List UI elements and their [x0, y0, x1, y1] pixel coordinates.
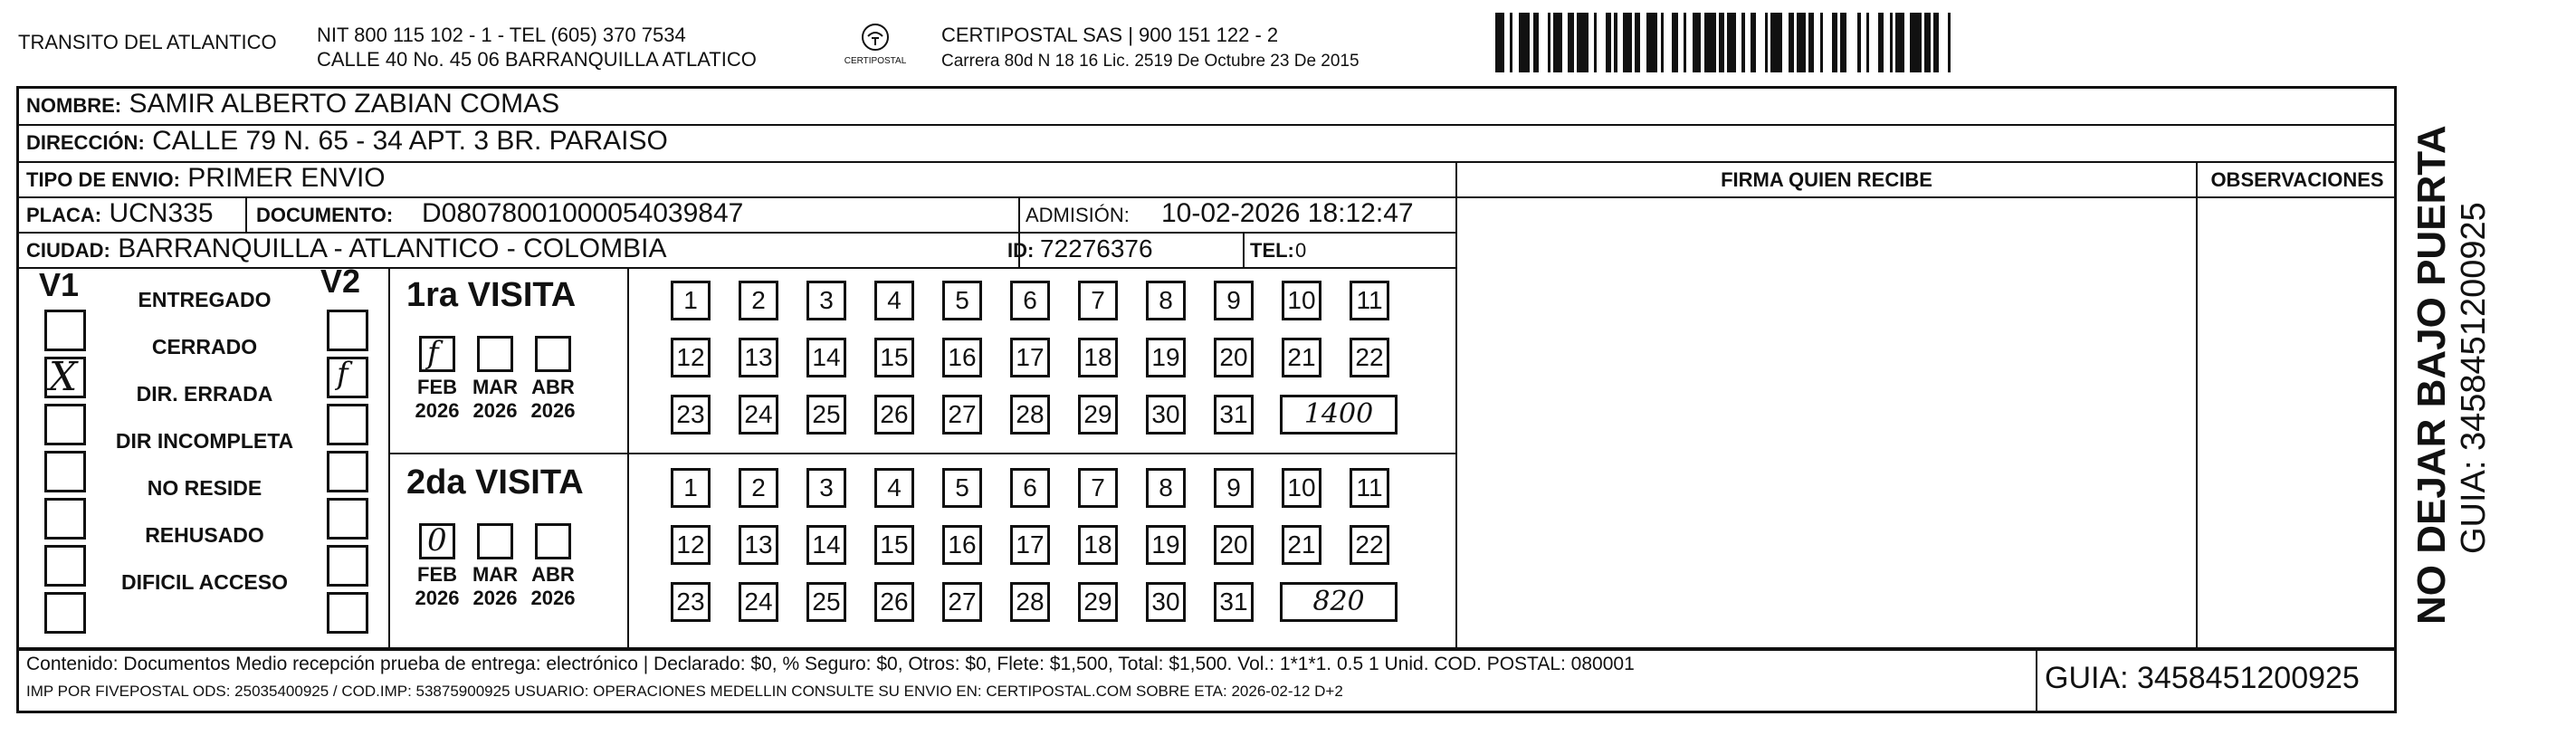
month-checkbox[interactable]	[535, 336, 571, 372]
day-box[interactable]: 24	[739, 395, 778, 435]
nit-line: NIT 800 115 102 - 1 - TEL (605) 370 7534	[317, 24, 686, 46]
day-box[interactable]: 12	[671, 338, 711, 377]
barcode-gap	[1823, 13, 1832, 72]
tel-value: 0	[1295, 239, 1307, 262]
day-box[interactable]: 23	[671, 395, 711, 435]
day-box[interactable]: 20	[1214, 338, 1254, 377]
month-year: 2026	[472, 399, 518, 422]
day-box[interactable]: 17	[1010, 338, 1050, 377]
barcode-gap	[1951, 13, 1956, 72]
day-box[interactable]: 26	[874, 582, 914, 622]
day-box[interactable]: 29	[1078, 395, 1118, 435]
status-label: REHUSADO	[145, 523, 264, 547]
day-box[interactable]: 20	[1214, 525, 1254, 565]
day-box[interactable]: 30	[1146, 395, 1186, 435]
day-box[interactable]: 24	[739, 582, 778, 622]
carrier-line: CERTIPOSTAL SAS | 900 151 122 - 2	[941, 24, 1279, 46]
barcode-bar	[1770, 13, 1782, 72]
v2-checkbox[interactable]	[327, 404, 368, 445]
day-box[interactable]: 8	[1146, 468, 1186, 508]
month-checkbox[interactable]	[419, 336, 455, 372]
v1-checkbox[interactable]	[44, 354, 86, 400]
day-box[interactable]: 16	[942, 338, 982, 377]
month-name: ABR	[531, 563, 575, 586]
day-box[interactable]: 2	[739, 281, 778, 320]
day-box[interactable]: 25	[806, 582, 846, 622]
day-box[interactable]: 15	[874, 525, 914, 565]
barcode-bar	[1577, 13, 1589, 72]
v1-checkbox[interactable]	[44, 498, 86, 540]
footer-guia: GUIA: 3458451200925	[2045, 661, 2360, 695]
side-warning: NO DEJAR BAJO PUERTA	[2409, 125, 2454, 625]
row-placa	[19, 198, 1455, 234]
day-box[interactable]: 7	[1078, 281, 1118, 320]
day-box[interactable]: 1	[671, 281, 711, 320]
month-label	[526, 563, 580, 610]
day-box[interactable]: 23	[671, 582, 711, 622]
visit-time[interactable]: 820	[1280, 582, 1398, 622]
status-label: DIFICIL ACCESO	[120, 570, 288, 594]
day-box[interactable]: 10	[1282, 468, 1321, 508]
handwritten-mark: f	[427, 335, 439, 371]
day-box[interactable]: 30	[1146, 582, 1186, 622]
v1-header: V1	[39, 266, 80, 303]
handwritten-mark: 0	[427, 522, 447, 559]
row-ciudad	[19, 234, 1455, 269]
direccion-label: DIRECCIÓN:	[26, 131, 145, 154]
tipo-label: TIPO DE ENVIO:	[26, 168, 180, 191]
logo-text: CERTIPOSTAL	[844, 56, 907, 66]
barcode-bar	[1553, 13, 1562, 72]
status-label: DIR INCOMPLETA	[115, 429, 294, 453]
barcode-gap	[1939, 13, 1948, 72]
day-box[interactable]: 14	[806, 525, 846, 565]
handwritten-mark: f	[337, 356, 348, 392]
day-box[interactable]: 19	[1146, 525, 1186, 565]
barcode-bar	[1727, 13, 1736, 72]
id-label: ID:	[1007, 239, 1035, 262]
day-box[interactable]: 6	[1010, 468, 1050, 508]
visit-time[interactable]: 1400	[1280, 395, 1398, 435]
day-box[interactable]: 5	[942, 468, 982, 508]
handwritten-mark: X	[49, 354, 78, 400]
certipostal-logo	[825, 22, 925, 66]
day-box[interactable]: 2	[739, 468, 778, 508]
month-name: ABR	[531, 376, 575, 398]
day-box[interactable]: 27	[942, 582, 982, 622]
month-name: FEB	[417, 376, 457, 398]
day-box[interactable]: 28	[1010, 395, 1050, 435]
barcode-bar	[1797, 13, 1806, 72]
day-box[interactable]: 12	[671, 525, 711, 565]
status-label: NO RESIDE	[147, 476, 262, 500]
day-box[interactable]: 13	[739, 338, 778, 377]
side-guia: GUIA: 3458451200925	[2455, 202, 2493, 554]
day-box[interactable]: 21	[1282, 525, 1321, 565]
day-box[interactable]: 7	[1078, 468, 1118, 508]
day-box[interactable]: 31	[1214, 582, 1254, 622]
delivery-form	[16, 86, 2397, 650]
day-box[interactable]: 29	[1078, 582, 1118, 622]
ciudad-value: BARRANQUILLA - ATLANTICO - COLOMBIA	[118, 234, 667, 263]
barcode-bar	[1704, 13, 1716, 72]
carrier-address: Carrera 80d N 18 16 Lic. 2519 De Octubre 23 De 2015	[941, 52, 1360, 71]
row-nombre	[19, 89, 2394, 126]
day-box[interactable]: 26	[874, 395, 914, 435]
observations-header: OBSERVACIONES	[2210, 168, 2384, 191]
barcode-bar	[1910, 13, 1922, 72]
signature-header: FIRMA QUIEN RECIBE	[1721, 168, 1932, 191]
ciudad-label: CIUDAD:	[26, 239, 110, 262]
barcode-bar	[1693, 13, 1702, 72]
barcode-gap	[1664, 13, 1673, 72]
footer-imp: IMP POR FIVEPOSTAL ODS: 25035400925 / COD.IMP: 53875900925 USUARIO: OPERACIONES MEDELLIN CONSULTE SU ENVIO EN: CERTIPOSTAL.COM SOBRE ETA: 2026-02-12 D+2	[26, 683, 1343, 700]
placa-label: PLACA:	[26, 204, 102, 226]
day-box[interactable]: 13	[739, 525, 778, 565]
v1-checkbox[interactable]	[44, 310, 86, 351]
day-box[interactable]: 22	[1350, 338, 1389, 377]
visit-title: 1ra VISITA	[406, 276, 577, 314]
day-box[interactable]: 18	[1078, 338, 1118, 377]
day-box[interactable]: 17	[1010, 525, 1050, 565]
day-box[interactable]: 28	[1010, 582, 1050, 622]
month-name: MAR	[472, 376, 519, 398]
day-box[interactable]: 27	[942, 395, 982, 435]
month-checkbox[interactable]	[419, 523, 455, 559]
month-year: 2026	[472, 587, 518, 609]
day-box[interactable]: 9	[1214, 468, 1254, 508]
day-box[interactable]: 9	[1214, 281, 1254, 320]
day-box[interactable]: 31	[1214, 395, 1254, 435]
day-box[interactable]: 14	[806, 338, 846, 377]
month-year: 2026	[415, 399, 460, 422]
barcode-gap	[1597, 13, 1606, 72]
day-box[interactable]: 18	[1078, 525, 1118, 565]
id-value: 72276376	[1040, 234, 1153, 263]
day-box[interactable]: 10	[1282, 281, 1321, 320]
v2-checkbox[interactable]	[327, 357, 368, 398]
admision-value: 10-02-2026 18:12:47	[1161, 198, 1414, 228]
barcode-bar	[1895, 13, 1904, 72]
nombre-value: SAMIR ALBERTO ZABIAN COMAS	[129, 89, 560, 119]
status-label: DIR. ERRADA	[136, 382, 273, 406]
v2-checkbox[interactable]	[327, 451, 368, 492]
day-box[interactable]: 11	[1350, 281, 1389, 320]
day-box[interactable]: 4	[874, 281, 914, 320]
month-label	[468, 563, 522, 610]
barcode-bar	[1646, 13, 1658, 72]
day-box[interactable]: 25	[806, 395, 846, 435]
visit-title: 2da VISITA	[406, 463, 584, 501]
day-box[interactable]: 3	[806, 281, 846, 320]
row-tipo	[19, 163, 1455, 198]
day-box[interactable]: 22	[1350, 525, 1389, 565]
status-label: CERRADO	[151, 335, 258, 358]
month-year: 2026	[530, 399, 576, 422]
v2-checkbox[interactable]	[327, 310, 368, 351]
documento-label: DOCUMENTO:	[256, 204, 394, 226]
v1-checkbox[interactable]	[44, 451, 86, 492]
day-box[interactable]: 15	[874, 338, 914, 377]
v2-checkbox[interactable]	[327, 592, 368, 634]
barcode-bar	[1495, 13, 1504, 72]
day-box[interactable]: 21	[1282, 338, 1321, 377]
footer-contenido: Contenido: Documentos Medio recepción prueba de entrega: electrónico | Declarado: $0, % Seguro: $0, Otros: $0, Flete: $1,500, Total: $1,500. Vol.: 1*1*1. 0.5 1 Unid. COD. POSTAL: 080001	[26, 654, 1635, 674]
month-year: 2026	[415, 587, 460, 609]
month-label	[410, 376, 464, 423]
admision-label: ADMISIÓN:	[1026, 204, 1130, 226]
tipo-value: PRIMER ENVIO	[187, 163, 386, 193]
observations-area[interactable]	[2199, 199, 2392, 645]
day-box[interactable]: 19	[1146, 338, 1186, 377]
nombre-label: NOMBRE:	[26, 94, 122, 117]
day-box[interactable]: 1	[671, 468, 711, 508]
day-box[interactable]: 6	[1010, 281, 1050, 320]
barcode-gap	[1869, 13, 1878, 72]
company-name: TRANSITO DEL ATLANTICO	[18, 31, 277, 53]
month-label	[526, 376, 580, 423]
barcode-bar	[1519, 13, 1531, 72]
month-name: MAR	[472, 563, 519, 586]
day-box[interactable]: 5	[942, 281, 982, 320]
barcode-gap	[1756, 13, 1765, 72]
v2-header: V2	[320, 263, 361, 300]
v1-checkbox[interactable]	[44, 545, 86, 587]
month-checkbox[interactable]	[477, 523, 513, 559]
barcode-gap	[1846, 13, 1858, 72]
signature-area[interactable]	[1458, 199, 2195, 645]
month-label	[468, 376, 522, 423]
day-box[interactable]: 8	[1146, 281, 1186, 320]
v2-checkbox[interactable]	[327, 498, 368, 540]
direccion-value: CALLE 79 N. 65 - 34 APT. 3 BR. PARAISO	[152, 126, 668, 156]
row-direccion	[19, 126, 2394, 163]
month-checkbox[interactable]	[535, 523, 571, 559]
barcode	[1495, 13, 1957, 72]
day-box[interactable]: 16	[942, 525, 982, 565]
barcode-bar	[1623, 13, 1632, 72]
v1-checkbox[interactable]	[44, 404, 86, 445]
certipostal-logo-icon	[855, 22, 895, 53]
address-line: CALLE 40 No. 45 06 BARRANQUILLA ATLATICO	[317, 48, 757, 71]
v1-checkbox[interactable]	[44, 592, 86, 634]
day-box[interactable]: 11	[1350, 468, 1389, 508]
tel-label: TEL:	[1250, 239, 1294, 262]
month-label	[410, 563, 464, 610]
day-box[interactable]: 3	[806, 468, 846, 508]
month-name: FEB	[417, 563, 457, 586]
documento-value: D08078001000054039847	[422, 198, 744, 228]
status-label: ENTREGADO	[138, 288, 272, 311]
placa-value: UCN335	[109, 198, 214, 228]
footer	[16, 648, 2397, 713]
barcode-gap	[1539, 13, 1548, 72]
month-year: 2026	[530, 587, 576, 609]
month-checkbox[interactable]	[477, 336, 513, 372]
v2-checkbox[interactable]	[327, 545, 368, 587]
day-box[interactable]: 4	[874, 468, 914, 508]
